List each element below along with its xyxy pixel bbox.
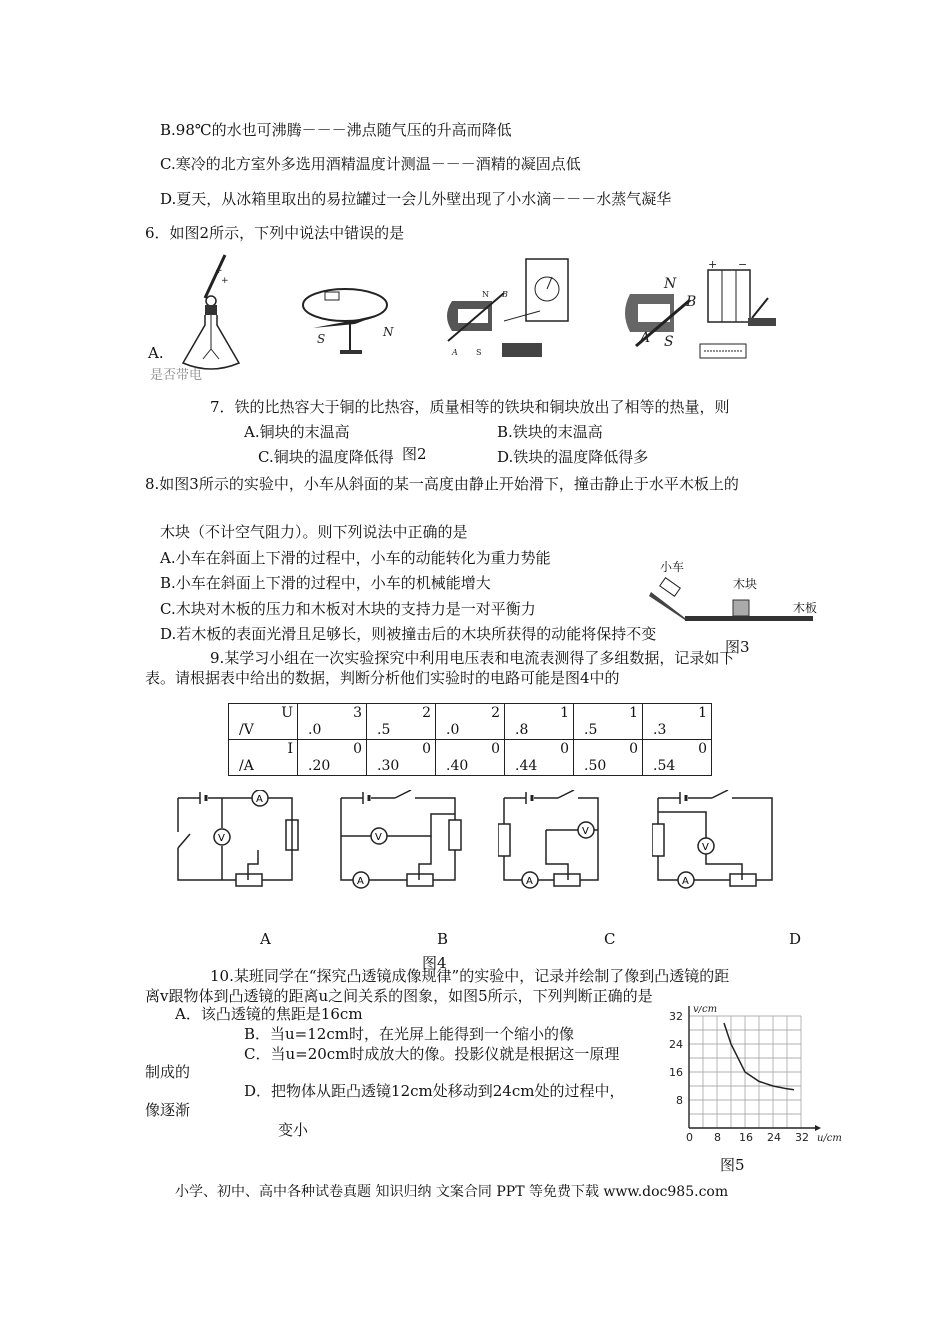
fig4-caption: 图4 xyxy=(422,954,447,972)
fig3-block-label: 木块 xyxy=(733,577,758,591)
q10-option-c-cont: 制成的 xyxy=(145,1063,191,1081)
page-footer: 小学、初中、高中各种试卷真题 知识归纳 文案合同 PPT 等免费下载 www.doc985.com xyxy=(175,1184,729,1200)
x-axis-arrow xyxy=(815,1125,821,1131)
svg-text:−: − xyxy=(738,258,748,271)
q6-option-a-line2: 是否带电 xyxy=(150,368,203,383)
q7-option-a: A.铜块的末温高 xyxy=(244,423,350,441)
svg-text:S: S xyxy=(664,334,674,350)
fig4-label-d: D xyxy=(789,930,802,948)
fig5-chart xyxy=(665,1006,845,1146)
q9-stem-line2: 表。请根据表中给出的数据，判断分析他们实验时的电路可能是图4中的 xyxy=(145,669,620,687)
q9-data-table xyxy=(228,703,712,776)
q8-option-d: D.若木板的表面光滑且足够长，则被撞击后的木块所获得的动能将保持不变 xyxy=(160,625,657,643)
fig3-car-label: 小车 xyxy=(660,560,685,574)
q10-option-b: B．当u=12cm时，在光屏上能得到一个缩小的像 xyxy=(244,1025,574,1043)
svg-text:V: V xyxy=(702,842,709,853)
svg-text:N: N xyxy=(482,290,489,299)
table-cell: 0 .54 xyxy=(643,740,712,776)
table-row xyxy=(229,704,712,740)
fig2-flask-electroscope xyxy=(175,253,265,383)
q9-stem: 9.某学习小组在一次实验探究中利用电压表和电流表测得了多组数据，记录如下 xyxy=(210,649,735,667)
q8-stem-line2: 木块（不计空气阻力）。则下列说法中正确的是 xyxy=(160,523,468,541)
table-cell: 0 .44 xyxy=(505,740,574,776)
y-tick-label: 8 xyxy=(676,1094,683,1107)
svg-text:V: V xyxy=(375,832,382,843)
svg-text:A: A xyxy=(256,794,263,805)
fig4-circuit-d xyxy=(652,790,787,890)
fig4-circuit-c xyxy=(498,790,633,890)
q10-option-d: D．把物体从距凸透镜12cm处移动到24cm处的过程中， xyxy=(244,1082,625,1100)
q8-option-a: A.小车在斜面上下滑的过程中，小车的动能转化为重力势能 xyxy=(160,549,551,567)
x-tick-label: 0 xyxy=(686,1131,693,1144)
q10-option-d-cont: 像逐渐 xyxy=(145,1101,191,1119)
q5-option-b: B.98℃的水也可沸腾－－－沸点随气压的升高而降低 xyxy=(160,121,512,139)
table-cell: 0 .30 xyxy=(367,740,436,776)
q10-stem: 10.某班同学在“探究凸透镜成像规律”的实验中，记录并绘制了像到凸透镜的距 xyxy=(210,967,730,985)
svg-text:B: B xyxy=(502,290,508,299)
svg-text:S: S xyxy=(317,332,326,346)
fig3-board-label: 木板 xyxy=(793,601,818,615)
fig4-label-c: C xyxy=(604,930,616,948)
x-tick-label: 8 xyxy=(714,1131,721,1144)
svg-text:A: A xyxy=(526,876,533,887)
svg-text:S: S xyxy=(476,348,482,357)
q8-stem: 8.如图3所示的实验中，小车从斜面的某一高度由静止开始滑下，撞击静止于水平木板上的 xyxy=(145,475,739,493)
q10-option-c: C．当u=20cm时成放大的像。投影仪就是根据这一原理 xyxy=(244,1045,620,1063)
q7-option-b: B.铁块的末温高 xyxy=(497,423,603,441)
q10-stem-line2: 离v跟物体到凸透镜的距离u之间关系的图象，如图5所示，下列判断正确的是 xyxy=(145,987,653,1005)
fig4-label-b: B xyxy=(437,930,449,948)
q10-option-d-cont2: 变小 xyxy=(278,1121,309,1139)
svg-text:V: V xyxy=(582,826,589,837)
table-cell: 1 .8 xyxy=(505,704,574,740)
svg-text:+: + xyxy=(215,266,223,276)
fig3-caption: 图3 xyxy=(725,638,750,656)
fig2-motor-setup xyxy=(620,258,780,378)
table-cell: 2 .0 xyxy=(436,704,505,740)
y-tick-label: 24 xyxy=(669,1038,683,1051)
table-cell: 0 .50 xyxy=(574,740,643,776)
svg-text:N: N xyxy=(383,325,394,339)
q5-option-c: C.寒冷的北方室外多选用酒精温度计测温－－－酒精的凝固点低 xyxy=(160,155,581,173)
table-cell: 0 .20 xyxy=(298,740,367,776)
svg-text:+: + xyxy=(708,258,718,271)
q6-stem: 6．如图2所示，下列中说法中错误的是 xyxy=(145,224,405,242)
q10-option-a: A．该凸透镜的焦距是16cm xyxy=(175,1005,363,1023)
table-cell: 3 .0 xyxy=(298,704,367,740)
svg-text:V: V xyxy=(218,833,225,844)
x-axis-label: u/cm xyxy=(817,1133,842,1144)
fig2-compass-wire xyxy=(295,280,405,360)
q8-option-b: B.小车在斜面上下滑的过程中，小车的机械能增大 xyxy=(160,574,491,592)
q8-option-c: C.木块对木板的压力和木板对木块的支持力是一对平衡力 xyxy=(160,600,536,618)
fig4-label-a: A xyxy=(260,930,271,948)
svg-text:+: + xyxy=(221,276,229,286)
q7-option-c: C.铜块的温度降低得 xyxy=(258,448,394,466)
svg-text:A: A xyxy=(640,330,651,346)
x-tick-label: 16 xyxy=(739,1131,753,1144)
fig4-circuit-b xyxy=(335,790,470,890)
q6-option-a-fragment: A. xyxy=(148,344,164,362)
table-cell: 1 .3 xyxy=(643,704,712,740)
svg-text:N: N xyxy=(664,276,677,292)
q7-stem: 7．铁的比热容大于铜的比热容，质量相等的铁块和铜块放出了相等的热量，则 xyxy=(210,398,730,416)
table-cell: 2 .5 xyxy=(367,704,436,740)
y-tick-label: 32 xyxy=(669,1010,683,1023)
q5-option-d: D.夏天，从冰箱里取出的易拉罐过一会儿外壁出现了小水滴－－－水蒸气凝华 xyxy=(160,190,672,208)
fig2-caption: 图2 xyxy=(402,445,427,463)
svg-text:A: A xyxy=(357,876,364,887)
y-tick-label: 16 xyxy=(669,1066,683,1079)
table-cell: I /A xyxy=(229,740,298,776)
fig5-caption: 图5 xyxy=(720,1156,745,1174)
q7-option-d: D.铁块的温度降低得多 xyxy=(497,448,649,466)
svg-text:A: A xyxy=(452,348,458,357)
y-axis-label: v/cm xyxy=(693,1006,718,1015)
table-cell: 1 .5 xyxy=(574,704,643,740)
fig4-circuit-a xyxy=(172,790,307,890)
table-cell: 0 .40 xyxy=(436,740,505,776)
fig2-generator-setup xyxy=(440,255,590,380)
table-cell: U /V xyxy=(229,704,298,740)
x-tick-label: 24 xyxy=(767,1131,781,1144)
svg-text:B: B xyxy=(686,294,697,310)
table-row xyxy=(229,740,712,776)
svg-text:A: A xyxy=(682,876,689,887)
x-tick-label: 32 xyxy=(795,1131,809,1144)
